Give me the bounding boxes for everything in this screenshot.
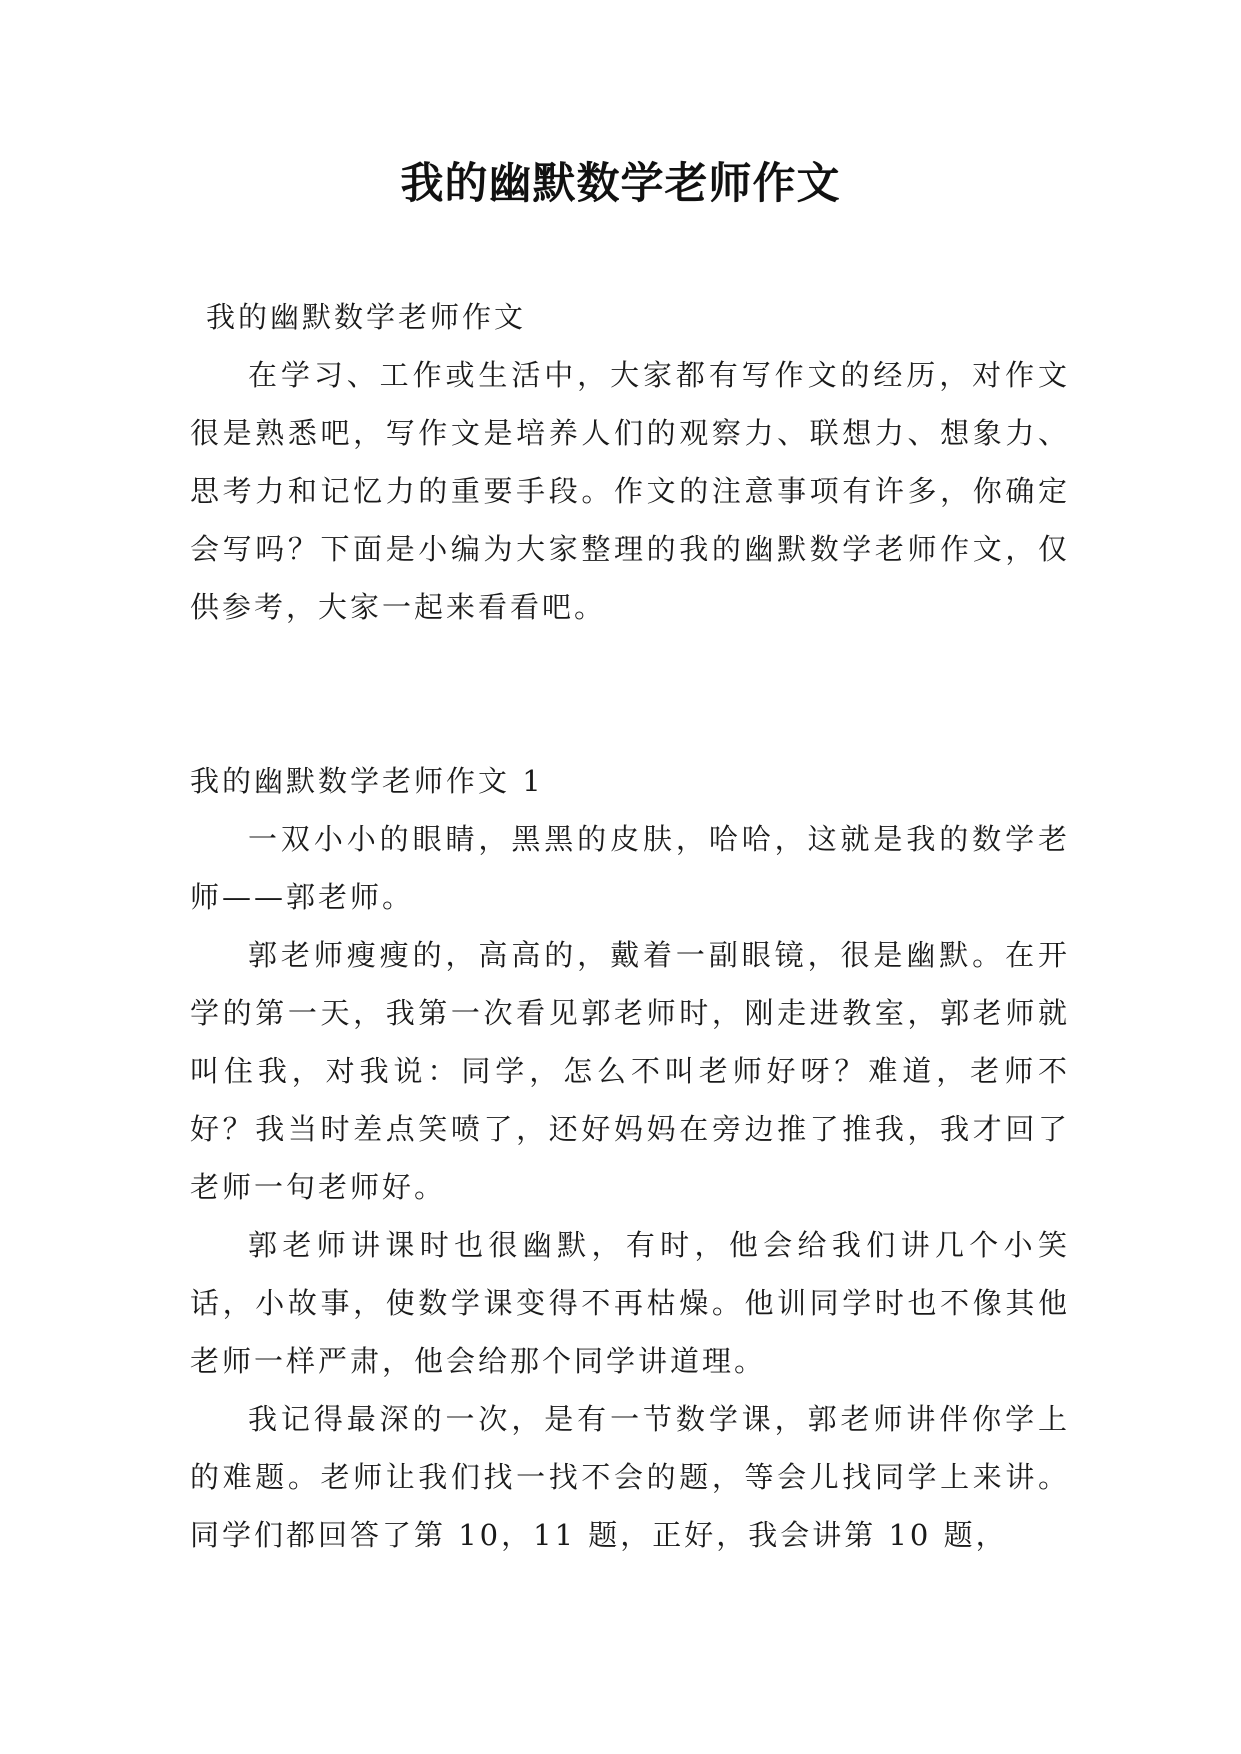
- section-heading: 我的幽默数学老师作文 1: [190, 764, 544, 798]
- body-paragraph: 郭老师讲课时也很幽默，有时，他会给我们讲几个小笑话，小故事，使数学课变得不再枯燥。他训同学时也不像其他老师一样严肃，他会给那个同学讲道理。: [190, 1228, 1070, 1378]
- document-body: [190, 288, 1070, 1564]
- body-paragraph: 一双小小的眼睛，黑黑的皮肤，哈哈，这就是我的数学老师——郭老师。: [190, 822, 1070, 914]
- intro-paragraph: 在学习、工作或生活中，大家都有写作文的经历，对作文很是熟悉吧，写作文是培养人们的观察力、联想力、想象力、思考力和记忆力的重要手段。作文的注意事项有许多，你确定会写吗？下面是小编为大家整理的我的幽默数学老师作文，仅供参考，大家一起来看看吧。: [190, 358, 1070, 624]
- section-spacer: [190, 636, 1070, 752]
- body-paragraph: 我记得最深的一次，是有一节数学课，郭老师讲伴你学上的难题。老师让我们找一找不会的题，等会儿找同学上来讲。同学们都回答了第 10，11 题，正好，我会讲第 10 题，: [190, 1402, 1070, 1552]
- document-subtitle: 我的幽默数学老师作文: [206, 300, 527, 334]
- body-paragraph: 郭老师瘦瘦的，高高的，戴着一副眼镜，很是幽默。在开学的第一天，我第一次看见郭老师时，刚走进教室，郭老师就叫住我，对我说：同学，怎么不叫老师好呀？难道，老师不好？我当时差点笑喷了，还好妈妈在旁边推了推我，我才回了老师一句老师好。: [190, 938, 1070, 1204]
- document-title: 我的幽默数学老师作文: [400, 159, 841, 209]
